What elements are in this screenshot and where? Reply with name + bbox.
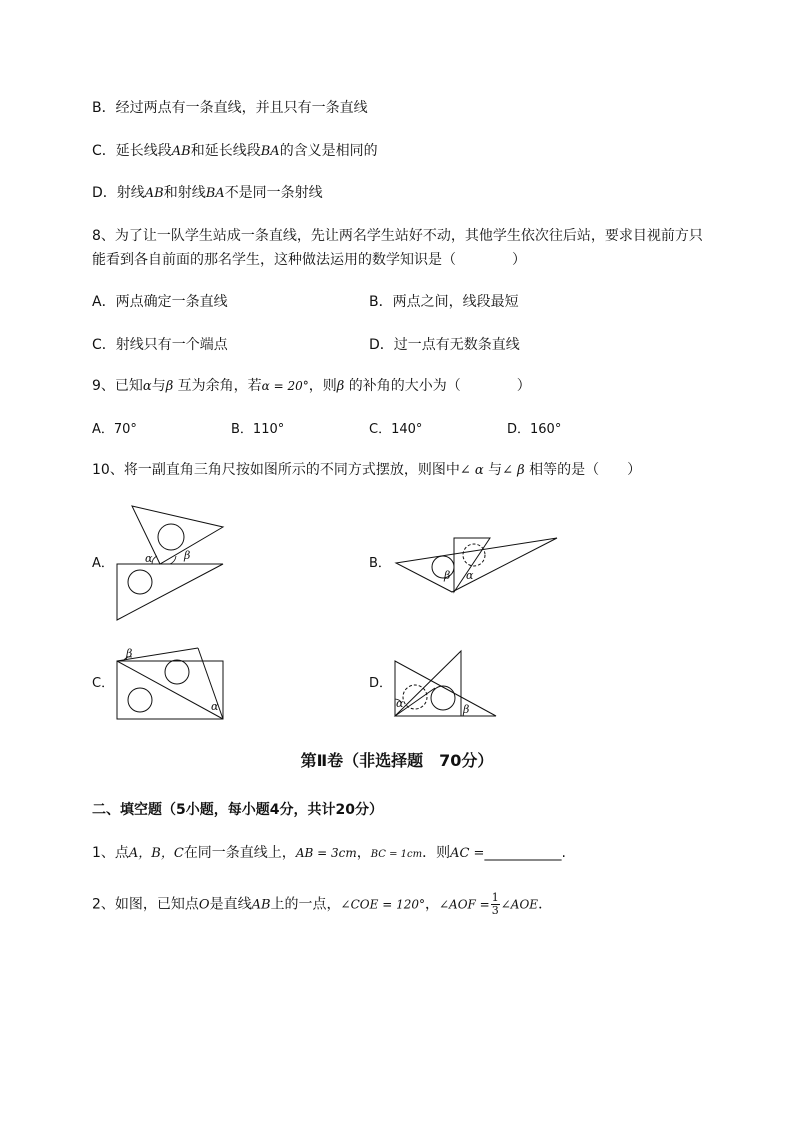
q9-alpha: α [142, 379, 152, 394]
fill2-mid2: 上的一点， [270, 896, 341, 913]
q10-stem-pre: 10、将一副直角三角尺按如图所示的不同方式摆放，则图中 [92, 462, 460, 478]
q8-option-d: D．过一点有无数条直线 [369, 337, 520, 353]
triangle-ruler-long [396, 538, 557, 592]
fill2-sep: ， [424, 896, 439, 913]
fraction-denominator: 3 [491, 904, 499, 917]
section-fill-in: 二、填空题（5小题，每小题4分，共计20分） [92, 802, 383, 818]
ruler-hole [431, 686, 455, 710]
q9-with: 与 [151, 378, 166, 394]
fill1-mid2: ．则 [422, 845, 451, 861]
q9-option-b: B．110° [231, 422, 285, 437]
q9-mid2: ，则 [308, 378, 337, 394]
fill2-stem [92, 892, 552, 917]
fill2-angle-coe: ∠COE = 120° [340, 897, 425, 912]
q7-option-c-post: 的含义是相同的 [279, 143, 378, 159]
triangle-ruler-upright [454, 538, 490, 592]
alpha-label: α [466, 569, 474, 582]
q7-option-c-ba: BA [260, 144, 280, 159]
q8-option-c: C．射线只有一个端点 [92, 337, 228, 353]
q10-figure-c [110, 640, 230, 722]
q7-option-c-ab: AB [171, 144, 191, 159]
q7-option-d-mid: 和射线 [163, 185, 206, 201]
q9-condition: α = 20° [261, 379, 309, 393]
q9-post: 的补角的大小为（ ） [344, 378, 531, 394]
fill1-answer-blank[interactable]: ___________. [484, 845, 566, 861]
q7-option-d-pre: D．射线 [92, 185, 145, 201]
q10-label-d: D． [369, 676, 393, 691]
fill1-ab: AB = 3cm [295, 846, 357, 860]
fill2-mid: 是直线 [209, 896, 252, 913]
q9-beta: β [165, 379, 174, 394]
fill1-stem [92, 843, 566, 865]
q10-figure-a [110, 500, 230, 625]
q10-label-a: A． [92, 556, 114, 571]
q7-option-b-text: B．经过两点有一条直线，并且只有一条直线 [92, 100, 368, 116]
fill2-post: ． [538, 896, 553, 913]
fill2-angle-aof: ∠AOF = [438, 897, 490, 912]
alpha-label: α [145, 552, 153, 565]
q10-figure-d [390, 645, 500, 720]
beta-label: β [444, 569, 451, 582]
alpha-label: α [211, 700, 219, 713]
q7-option-d [92, 183, 323, 204]
q9-pre: 9、已知 [92, 378, 143, 394]
q9-option-a: A．70° [92, 422, 137, 437]
q8-option-a: A．两点确定一条直线 [92, 294, 228, 310]
q8-stem-line2: 能看到各自前面的那名学生，这种做法运用的数学知识是（ ） [92, 252, 526, 268]
q7-option-d-ab: AB [144, 186, 164, 201]
q10-with: 与 [483, 462, 503, 478]
ruler-hole [165, 660, 189, 684]
q10-angle-beta: ∠ β [502, 463, 525, 478]
fill2-angle-aoe: ∠AOE [500, 897, 539, 912]
q9-stem [92, 376, 531, 397]
ruler-hole [128, 688, 152, 712]
q9-beta2: β [336, 379, 345, 394]
fill2-line-ab: AB [251, 897, 271, 913]
alpha-label: α [396, 697, 404, 710]
part2-heading: 第Ⅱ卷（非选择题 70分） [300, 751, 494, 770]
ruler-hole [432, 556, 454, 578]
q8-option-b: B．两点之间，线段最短 [369, 294, 519, 310]
fill1-sep: ， [356, 845, 371, 861]
fill2-point-o: O [198, 897, 210, 913]
q10-label-b: B． [369, 556, 391, 571]
beta-label: β [184, 549, 191, 562]
q7-option-c-mid: 和延长线段 [190, 143, 261, 159]
fill1-pre: 1、点 [92, 845, 129, 861]
q9-option-c: C．140° [369, 422, 423, 437]
fraction-numerator: 1 [491, 891, 499, 904]
q9-option-d: D．160° [507, 422, 562, 437]
q7-option-d-post: 不是同一条射线 [224, 185, 323, 201]
fill1-bc: BC = 1cm [370, 849, 423, 860]
ruler-hole [128, 570, 152, 594]
q10-stem-post: 相等的是（ ） [524, 462, 642, 478]
q10-label-c: C． [92, 676, 115, 691]
fill2-pre: 2、如图，已知点 [92, 896, 199, 913]
beta-label: β [126, 647, 133, 660]
triangle-ruler-left [395, 661, 496, 716]
q8-stem-line1: 8、为了让一队学生站成一条直线，先让两名学生站好不动，其他学生依次往后站，要求目视前方只 [92, 228, 703, 244]
q7-option-c [92, 141, 378, 162]
q10-stem [92, 460, 641, 481]
q9-mid1: 互为余角，若 [173, 378, 262, 394]
ruler-hole [158, 524, 184, 550]
q7-option-c-pre: C．延长线段 [92, 143, 172, 159]
fill1-points: A，B，C [128, 846, 184, 861]
q7-option-b [92, 98, 368, 118]
fraction-one-third [491, 892, 500, 917]
fill1-ac: AC = [450, 846, 485, 861]
beta-label: β [463, 703, 470, 716]
q10-figure-b [390, 530, 560, 600]
q7-option-d-ba: BA [205, 186, 225, 201]
q10-angle-alpha: ∠ α [459, 463, 484, 478]
fill1-mid: 在同一条直线上， [183, 845, 296, 861]
